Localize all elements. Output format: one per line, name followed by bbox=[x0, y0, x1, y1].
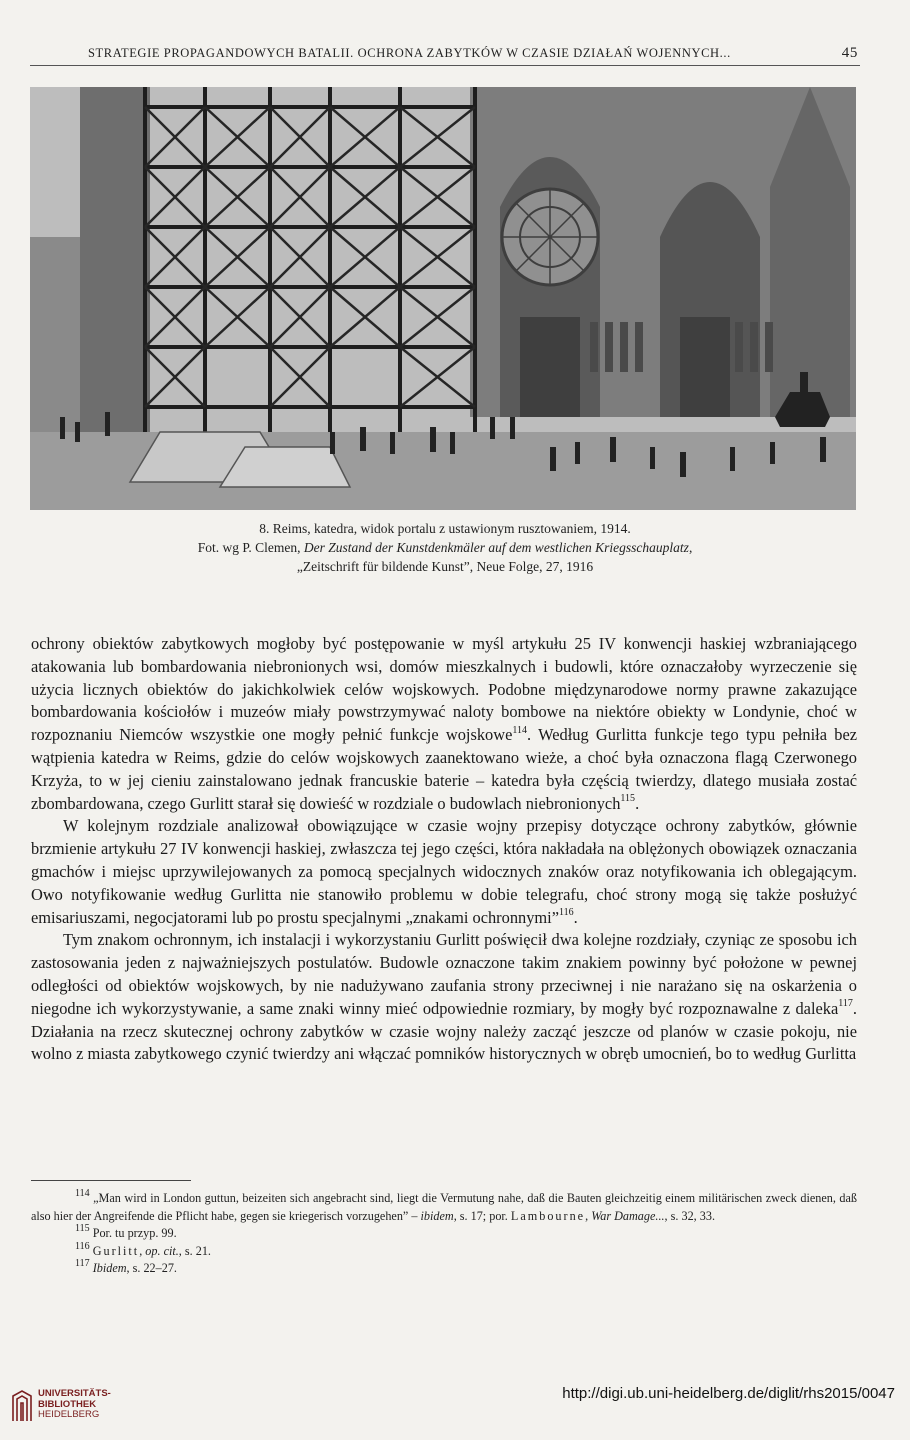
header-rule bbox=[30, 65, 860, 66]
footnote-ref-116: 116 bbox=[559, 907, 574, 919]
caption-line-3: „Zeitschrift für bildende Kunst”, Neue Folge, 27, 1916 bbox=[296, 559, 594, 574]
paragraph-3 bbox=[31, 929, 857, 1066]
fn116-comma: , bbox=[139, 1243, 146, 1258]
source-url-link[interactable]: http://digi.ub.uni-heidelberg.de/diglit/rhs2015/0047 bbox=[562, 1385, 895, 1402]
fn116-number: 116 bbox=[75, 1240, 90, 1252]
fn116-author: Gurlitt bbox=[92, 1243, 140, 1258]
fn114-text-b: , s. 17; por. bbox=[453, 1208, 511, 1223]
caption-comma: , bbox=[688, 540, 693, 555]
logo-line-3: HEIDELBERG bbox=[38, 1409, 100, 1420]
fn117-ibidem: Ibidem bbox=[92, 1261, 127, 1276]
fn114-title: War Damage... bbox=[591, 1208, 665, 1223]
cathedral-photo bbox=[30, 87, 856, 510]
caption-source-prefix: Fot. wg P. Clemen, bbox=[197, 540, 304, 555]
footnotes bbox=[31, 1187, 857, 1278]
p2-text-a: W kolejnym rozdziale analizował obowiązujące w czasie wojny przepisy dotyczące ochrony zabytków, głównie brzmienie artykułu 27 IV konwencji haskiej, zwłaszcza tej jego części, która nakładała na oblężonych obowiązek oznaczania gmachów i miejsc uprzywilejowanych za pomocą specjalnych widocznych znaków oraz notyfikowania ich oblegającym. Owo notyfikowanie według Gurlitta nie stanowiło problemu w dobie telegrafu, choć strony mogą się także posłużyć emisariuszami, negocjatorami lub po prostu specjalnymi „znakami ochronnymi” bbox=[31, 816, 857, 927]
fn115-text: Por. tu przyp. 99. bbox=[89, 1226, 177, 1241]
p2-text-b: . bbox=[573, 907, 578, 927]
footnote-rule bbox=[31, 1180, 191, 1181]
fn115-number: 115 bbox=[75, 1223, 90, 1235]
fn116-pages: , s. 21. bbox=[178, 1243, 211, 1258]
library-logo-text bbox=[38, 1389, 111, 1421]
logo-line-1: UNIVERSITÄTS- bbox=[38, 1388, 111, 1399]
p1-text-a: ochrony obiektów zabytkowych mogłoby być postępowanie w myśl artykułu 25 IV konwencji haskiej wzbraniającego atakowania lub bombardowania niebronionych wsi, domów mieszkalnych i budowli, które oznaczałoby wyrzeczenie się użycia licznych obiektów do jakichkolwiek celów wojskowych. Podobne międzynarodowe normy prawne zakazujące bombardowania kościołów i muzeów miały powstrzymywać naloty bombowe na niektóre obiekty w Londynie, choć w rozpoznaniu Niemców wszystkie one mogły pełnić funkcje wojskowe bbox=[31, 634, 857, 745]
footnote-115 bbox=[31, 1225, 857, 1243]
running-head-title: STRATEGIE PROPAGANDOWYCH BATALII. OCHRONA ZABYTKÓW W CZASIE DZIAŁAŃ WOJENNYCH... bbox=[88, 46, 731, 60]
fn117-pages: , s. 22–27. bbox=[126, 1261, 177, 1276]
logo-line-2: BIBLIOTHEK bbox=[38, 1398, 97, 1410]
fn114-text: „Man wird in London guttun, beizeiten sich angebracht sind, liegt die Vermutung nahe, daß die Bauten gleichzeitig einem militärischen zweck dienen, daß also hier der Angreifende die Pflicht habe, gegen sie kriegerisch vorzugehen” – bbox=[31, 1191, 857, 1223]
fn114-comma: , bbox=[585, 1208, 592, 1223]
footnote-114 bbox=[31, 1187, 857, 1225]
caption-source-title: Der Zustand der Kunstdenkmäler auf dem westlichen Kriegsschauplatz bbox=[303, 540, 689, 555]
paragraph-1 bbox=[31, 633, 857, 815]
body-text bbox=[31, 633, 857, 1066]
page-number: 45 bbox=[841, 45, 858, 61]
fn117-number: 117 bbox=[75, 1258, 90, 1270]
p1-text-c: . bbox=[635, 793, 640, 813]
fn114-pages: , s. 32, 33. bbox=[664, 1208, 715, 1223]
library-logo[interactable] bbox=[10, 1388, 160, 1428]
footnote-117 bbox=[31, 1260, 857, 1278]
fn114-number: 114 bbox=[75, 1187, 90, 1199]
footnote-116 bbox=[31, 1240, 857, 1261]
footnote-ref-117: 117 bbox=[838, 998, 853, 1010]
fn114-ibidem: ibidem bbox=[420, 1208, 454, 1223]
photo-illustration bbox=[30, 87, 856, 510]
p1-text-b: . Według Gurlitta funkcje tego typu pełniła bez wątpienia katedra w Reims, gdzie do celów wojskowych zaanektowano wieże, a choć była oznaczona flagą Czerwonego Krzyża, to w jej cieniu zainstalowano jednak francuskie baterie – katedra była częścią twierdzy, dlatego musiała zostać zbombardowana, czego Gurlitt starał się dowieść w rozdziale o budowlach niebronionych bbox=[31, 725, 857, 813]
p3-text-a: Tym znakom ochronnym, ich instalacji i wykorzystaniu Gurlitt poświęcił dwa kolejne rozdziały, czyniąc ze sposobu ich zastosowania jeden z najważniejszych postulatów. Budowle oznaczone takim znakiem powinny być położone w pewnej odległości od obiektów wojskowych, by nie nadużywano zaufania strony przeciwnej i nie narażano się na oskarżenia o niegodne ich wykorzystywanie, a same znaki winny mieć odpowiednie rozmiary, by mogły być rozpoznawalne z daleka bbox=[31, 930, 857, 1018]
footnote-ref-115: 115 bbox=[620, 793, 636, 805]
footnote-ref-114: 114 bbox=[512, 724, 528, 736]
p3-text-b: . Działania na rzecz skutecznej ochrony zabytków w czasie wojny należy zacząć jeszcze od planów w czasie pokoju, nie wolno z miasta zabytkowego czynić twierdzy ani włączać pomników historycznych w obręb umocnień, bo to według Gurlitta bbox=[31, 998, 857, 1064]
caption-line-2 bbox=[30, 538, 860, 557]
fn114-author: Lambourne bbox=[510, 1208, 586, 1223]
paragraph-2 bbox=[31, 815, 857, 929]
caption-line-1: 8. Reims, katedra, widok portalu z ustawionym rusztowaniem, 1914. bbox=[259, 521, 631, 536]
figure-caption bbox=[30, 519, 860, 576]
fn116-opcit: op. cit. bbox=[145, 1243, 179, 1258]
library-logo-icon bbox=[10, 1388, 34, 1424]
